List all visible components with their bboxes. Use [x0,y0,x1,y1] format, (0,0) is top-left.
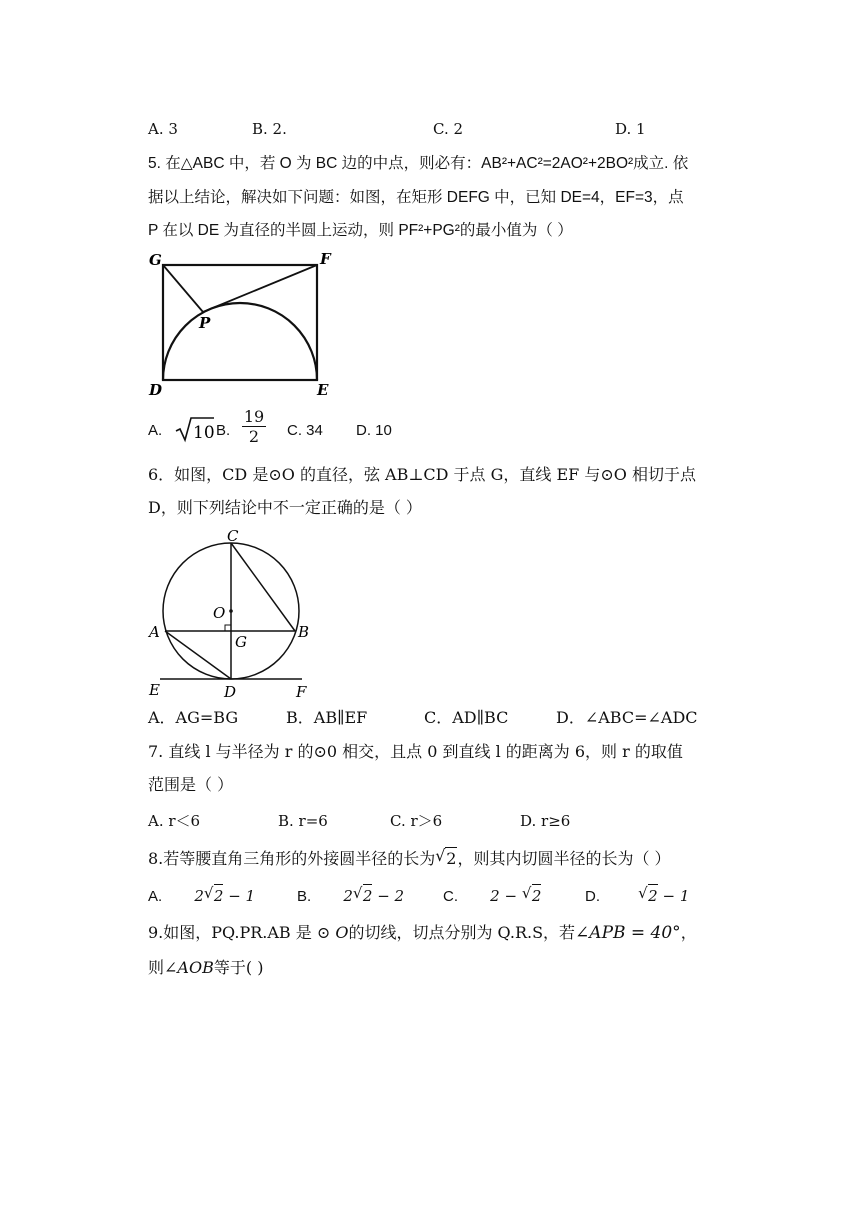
center-point [229,609,233,613]
q6-line-2: D，则下列结论中不一定正确的是（ ） [148,498,422,517]
q8-option-a-tail: − 1 [223,887,256,905]
q9-line-2 [148,957,263,979]
label-f: F [320,250,331,268]
q8-option-d-radicand: 2 [648,887,658,905]
q9-angle-aob: ∠AOB [164,958,214,977]
q7-option-d: D. r≥6 [520,812,571,830]
q8-stem [148,847,671,870]
q8-option-d-prefix: D. [585,888,600,905]
q5-figure [140,248,360,400]
label-d: D [224,683,237,701]
q8-option-c-head: 2 − [490,887,522,905]
q9-line-2-prefix: 则 [148,958,165,977]
q6-option-b: B．AB∥EF [286,708,368,727]
q6-line-1: 6．如图，CD 是⊙O 的直径，弦 AB⊥CD 于点 G，直线 EF 与⊙O 相切于点 [148,465,696,484]
q4-option-b: B. 2. [252,120,287,138]
q4-option-d: D. 1 [615,120,646,138]
q8-option-b-prefix: B. [297,888,312,905]
sqrt-icon: √ 2 [638,884,658,905]
segment-cb [231,543,295,631]
q8-text-before: 8.若等腰直角三角形的外接圆半径的长为 [148,849,436,868]
q4-option-a: A. 3 [148,120,178,138]
segment-ad [165,631,231,679]
q8-option-b [297,884,404,908]
q5-option-c: C. 34 [287,422,323,439]
q9-line-1 [148,922,697,944]
q9-circle-name: O [335,923,349,942]
q6-option-c: C．AD∥BC [424,708,509,727]
q9-line-1-end: ， [680,923,697,942]
segment-gp [163,265,203,312]
q7-line-2: 范围是（ ） [148,775,234,794]
label-b: B [298,623,310,641]
q8-option-a [148,884,255,908]
q8-option-a-coef: 2 [194,887,204,905]
rectangle-defg [163,265,317,380]
semicircle [163,303,317,380]
q9-line-2-suffix: 等于( ) [213,958,264,977]
q8-option-c [443,884,541,908]
label-g: G [149,251,162,269]
label-g: G [235,633,247,651]
sqrt-icon: √ 2 [352,884,373,905]
q5-line-1: 5. 在△ABC 中，若 O 为 BC 边的中点，则必有：AB²+AC²=2AO²+2BO²成立. 依 [148,155,689,172]
fraction-numerator: 19 [243,407,265,426]
q7-option-a: A. r＜6 [148,812,201,830]
label-e: E [149,681,160,699]
sqrt-icon: √ 2 [521,884,542,905]
q8-option-d [585,884,689,908]
sqrt-icon [174,414,216,444]
sqrt-icon: √ 2 [203,884,224,905]
q8-option-b-coef: 2 [343,887,353,905]
q5-option-b-fraction [240,408,268,445]
q6-figure [140,525,320,703]
q8-option-b-radicand: 2 [362,887,373,905]
q9-text-2: 的切线，切点分别为 Q.R.S，若 [348,923,576,942]
fraction-denominator: 2 [248,427,260,446]
q8-option-d-tail: − 1 [657,887,690,905]
label-f: F [296,683,307,701]
q5-option-a-radicand: 10 [193,423,215,443]
label-d: D [149,381,163,399]
q6-option-d: D．∠ABC=∠ADC [556,708,698,727]
q5-line-3: P 在以 DE 为直径的半圆上运动，则 PF²+PG²的最小值为（ ） [148,222,573,239]
q8-option-a-radicand: 2 [213,887,224,905]
q8-option-c-prefix: C. [443,888,458,905]
q6-option-a: A．AG=BG [148,708,239,727]
sqrt-icon: √ 2 [435,846,457,868]
label-e: E [317,381,329,399]
q8-text-after: ，则其内切圆半径的长为（ ） [457,849,671,868]
q5-option-d: D. 10 [356,422,392,439]
q9-angle-apb: ∠APB = 40° [575,923,681,943]
q7-option-b: B. r=6 [278,812,328,830]
q7-option-c: C. r＞6 [390,812,443,830]
label-c: C [227,527,239,545]
q9-text: 9.如图，PQ.PR.AB 是 ⊙ [148,923,336,942]
label-a: A [149,623,160,641]
q5-option-b-prefix: B. [216,422,231,439]
q8-option-b-tail: − 2 [372,887,405,905]
q8-option-a-prefix: A. [148,888,163,905]
q5-option-a-prefix: A. [148,422,163,439]
q8-option-c-radicand: 2 [531,887,542,905]
label-o: O [213,604,226,622]
q7-line-1: 7. 直线 l 与半径为 r 的⊙0 相交，且点 0 到直线 l 的距离为 6，则 r 的取值 [148,742,683,761]
label-p: P [199,314,211,332]
q5-line-2: 据以上结论，解决如下问题：如图，在矩形 DEFG 中，已知 DE=4，EF=3，点 [148,189,684,206]
q8-radius-radicand: 2 [446,849,457,868]
right-angle-mark [225,625,231,631]
q4-option-c: C. 2 [433,120,464,138]
